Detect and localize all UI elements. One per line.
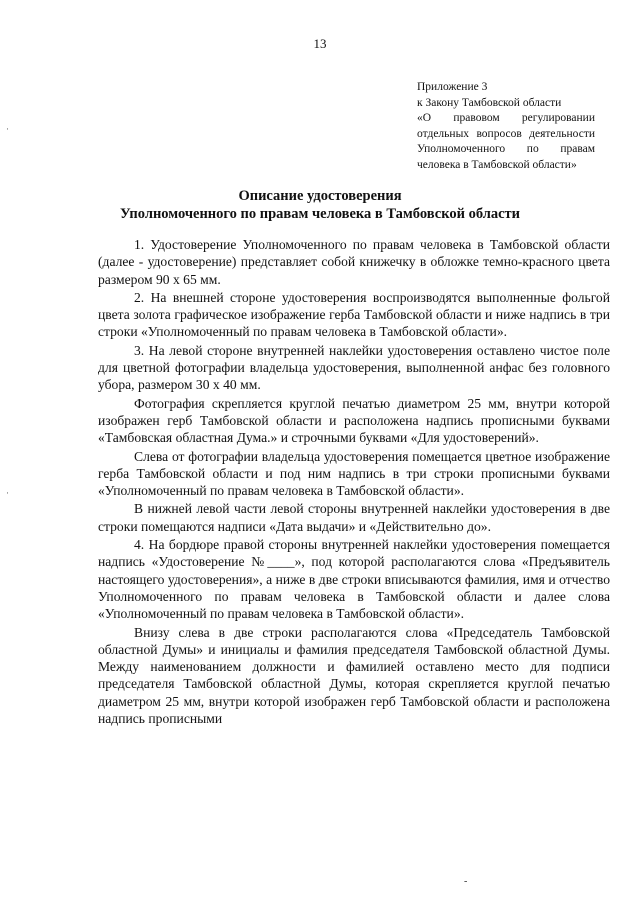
paragraph: 4. На бордюре правой стороны внутренней наклейки удостоверения помещается надпись «Удостоверение №____», под которой располагаются слова «Предъявитель настоящего удостоверения», а ниже в две строки вписываются фамилия, имя и отчество Уполномоченного по правам человека в Тамбовской области и далее слова «Уполномоченный по правам человека в Тамбовской области». xyxy=(98,537,610,622)
paragraph: Слева от фотографии владельца удостоверения помещается цветное изображение герба Тамбовской области и под ним надпись в три строки прописными буквами «Уполномоченный по правам человека в Тамбовской области». xyxy=(98,448,610,499)
scan-bottom-mark: - xyxy=(464,876,468,887)
appendix-note xyxy=(417,80,595,173)
paragraph: 2. На внешней стороне удостоверения воспроизводятся выполненные фольгой цвета золота графическое изображение герба Тамбовской области и ниже надпись в три строки «Уполномоченный по правам человека в Тамбовской области». xyxy=(98,289,610,340)
scan-margin-mark: · xyxy=(6,488,9,498)
document-body xyxy=(98,236,610,727)
paragraph: Фотография скрепляется круглой печатью диаметром 25 мм, внутри которой изображен герб Тамбовской области и расположена надпись прописными буквами «Тамбовская областная Дума.» и строчными буквами «Для удостоверений». xyxy=(98,395,610,446)
scan-margin-mark: · xyxy=(6,124,9,134)
document-title: Описание удостоверения xyxy=(238,188,402,204)
appendix-line: человека в Тамбовской области» xyxy=(417,158,577,171)
appendix-line: Приложение 3 xyxy=(417,81,488,93)
appendix-line: Уполномоченного по правам xyxy=(417,143,595,155)
page-number: 13 xyxy=(313,36,327,51)
paragraph: В нижней левой части левой стороны внутренней наклейки удостоверения в две строки помещаются надписи «Дата выдачи» и «Действительно до». xyxy=(98,501,610,534)
appendix-line: отдельных вопросов деятельности xyxy=(417,127,595,140)
paragraph: Внизу слева в две строки располагаются слова «Председатель Тамбовской областной Думы» и инициалы и фамилия председателя Тамбовской областной Думы. Между наименованием должности и фамилией оставлено место для подписи председателя Тамбовской областной Думы, которая скрепляется круглой печатью диаметром 25 мм, внутри которой изображен герб Тамбовской области и расположена надпись прописными xyxy=(98,624,610,727)
document-subtitle: Уполномоченного по правам человека в Тамбовской области xyxy=(119,206,521,222)
paragraph: 3. На левой стороне внутренней наклейки удостоверения оставлено чистое поле для цветной фотографии владельца удостоверения, выполненной анфас без головного убора, размером 30 х 40 мм. xyxy=(98,342,610,393)
appendix-line: к Закону Тамбовской области xyxy=(417,96,562,109)
paragraph: 1. Удостоверение Уполномоченного по правам человека в Тамбовской области (далее - удостоверение) представляет собой книжечку в обложке темно-красного цвета размером 90 х 65 мм. xyxy=(98,237,610,287)
appendix-line: «О правовом регулировании xyxy=(417,112,595,124)
